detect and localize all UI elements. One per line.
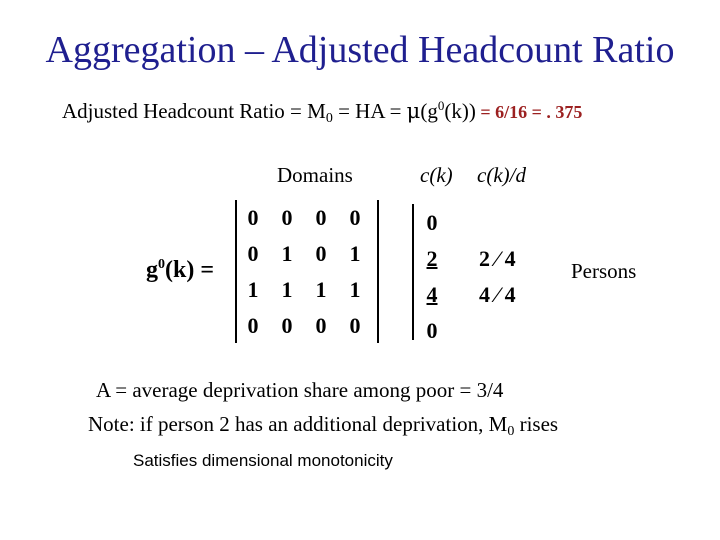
ck-over-d-heading: c(k)/d [477, 163, 526, 187]
matrix-cell: 0 [247, 313, 259, 338]
g0-label-rest: (k) = [165, 257, 215, 283]
deprivation-matrix [235, 200, 379, 343]
matrix-cell: 0 [281, 313, 293, 338]
note-line [88, 412, 558, 440]
matrix-cell: 0 [349, 205, 361, 230]
ck-over-d-value: 4 ⁄ 4 [479, 282, 516, 307]
formula-prefix: Adjusted Headcount Ratio = M [62, 99, 326, 123]
matrix-cell: 0 [247, 241, 259, 266]
average-deprivation-line: A = average deprivation share among poor = 3/4 [96, 378, 504, 402]
matrix-cell: 1 [349, 277, 361, 302]
formula-g-close: (k)) [444, 99, 476, 123]
matrix-cell: 1 [349, 241, 361, 266]
ck-column-bracket [412, 204, 414, 340]
matrix-cell: 0 [247, 205, 259, 230]
g0-matrix-label [146, 257, 214, 284]
ck-over-d-value: 2 ⁄ 4 [479, 246, 516, 271]
formula-g-superscript: 0 [437, 98, 445, 113]
ck-heading: c(k) [420, 163, 453, 187]
ck-value: 0 [426, 318, 438, 343]
matrix-cell: 0 [315, 205, 327, 230]
g0-label-g: g [146, 257, 158, 283]
formula-middle: = HA = [332, 99, 407, 123]
ck-value: 4 [426, 282, 438, 307]
matrix-cell: 0 [349, 313, 361, 338]
matrix-cell: 1 [315, 277, 327, 302]
slide-title: Aggregation – Adjusted Headcount Ratio [45, 29, 675, 71]
matrix-cell: 0 [315, 313, 327, 338]
matrix-cell: 0 [281, 205, 293, 230]
matrix-cell: 1 [247, 277, 259, 302]
matrix-cell: 0 [315, 241, 327, 266]
persons-label: Persons [571, 259, 637, 283]
formula-result: = 6/16 = . 375 [475, 102, 583, 122]
note-text: Note: if person 2 has an additional deprivation, M [88, 412, 508, 436]
formula-mu-symbol: μ [406, 99, 421, 123]
formula-line [62, 98, 582, 127]
note-m-subscript: 0 [507, 424, 515, 439]
note-end: rises [514, 412, 559, 436]
g0-label-superscript: 0 [158, 257, 165, 272]
domains-heading: Domains [277, 163, 353, 187]
matrix-cell: 1 [281, 241, 293, 266]
formula-g-open: (g [420, 99, 438, 123]
ck-value: 0 [426, 210, 438, 235]
matrix-cell: 1 [281, 277, 293, 302]
monotonicity-line: Satisfies dimensional monotonicity [133, 451, 393, 470]
formula-m-subscript: 0 [325, 111, 333, 126]
ck-value: 2 [426, 246, 438, 271]
